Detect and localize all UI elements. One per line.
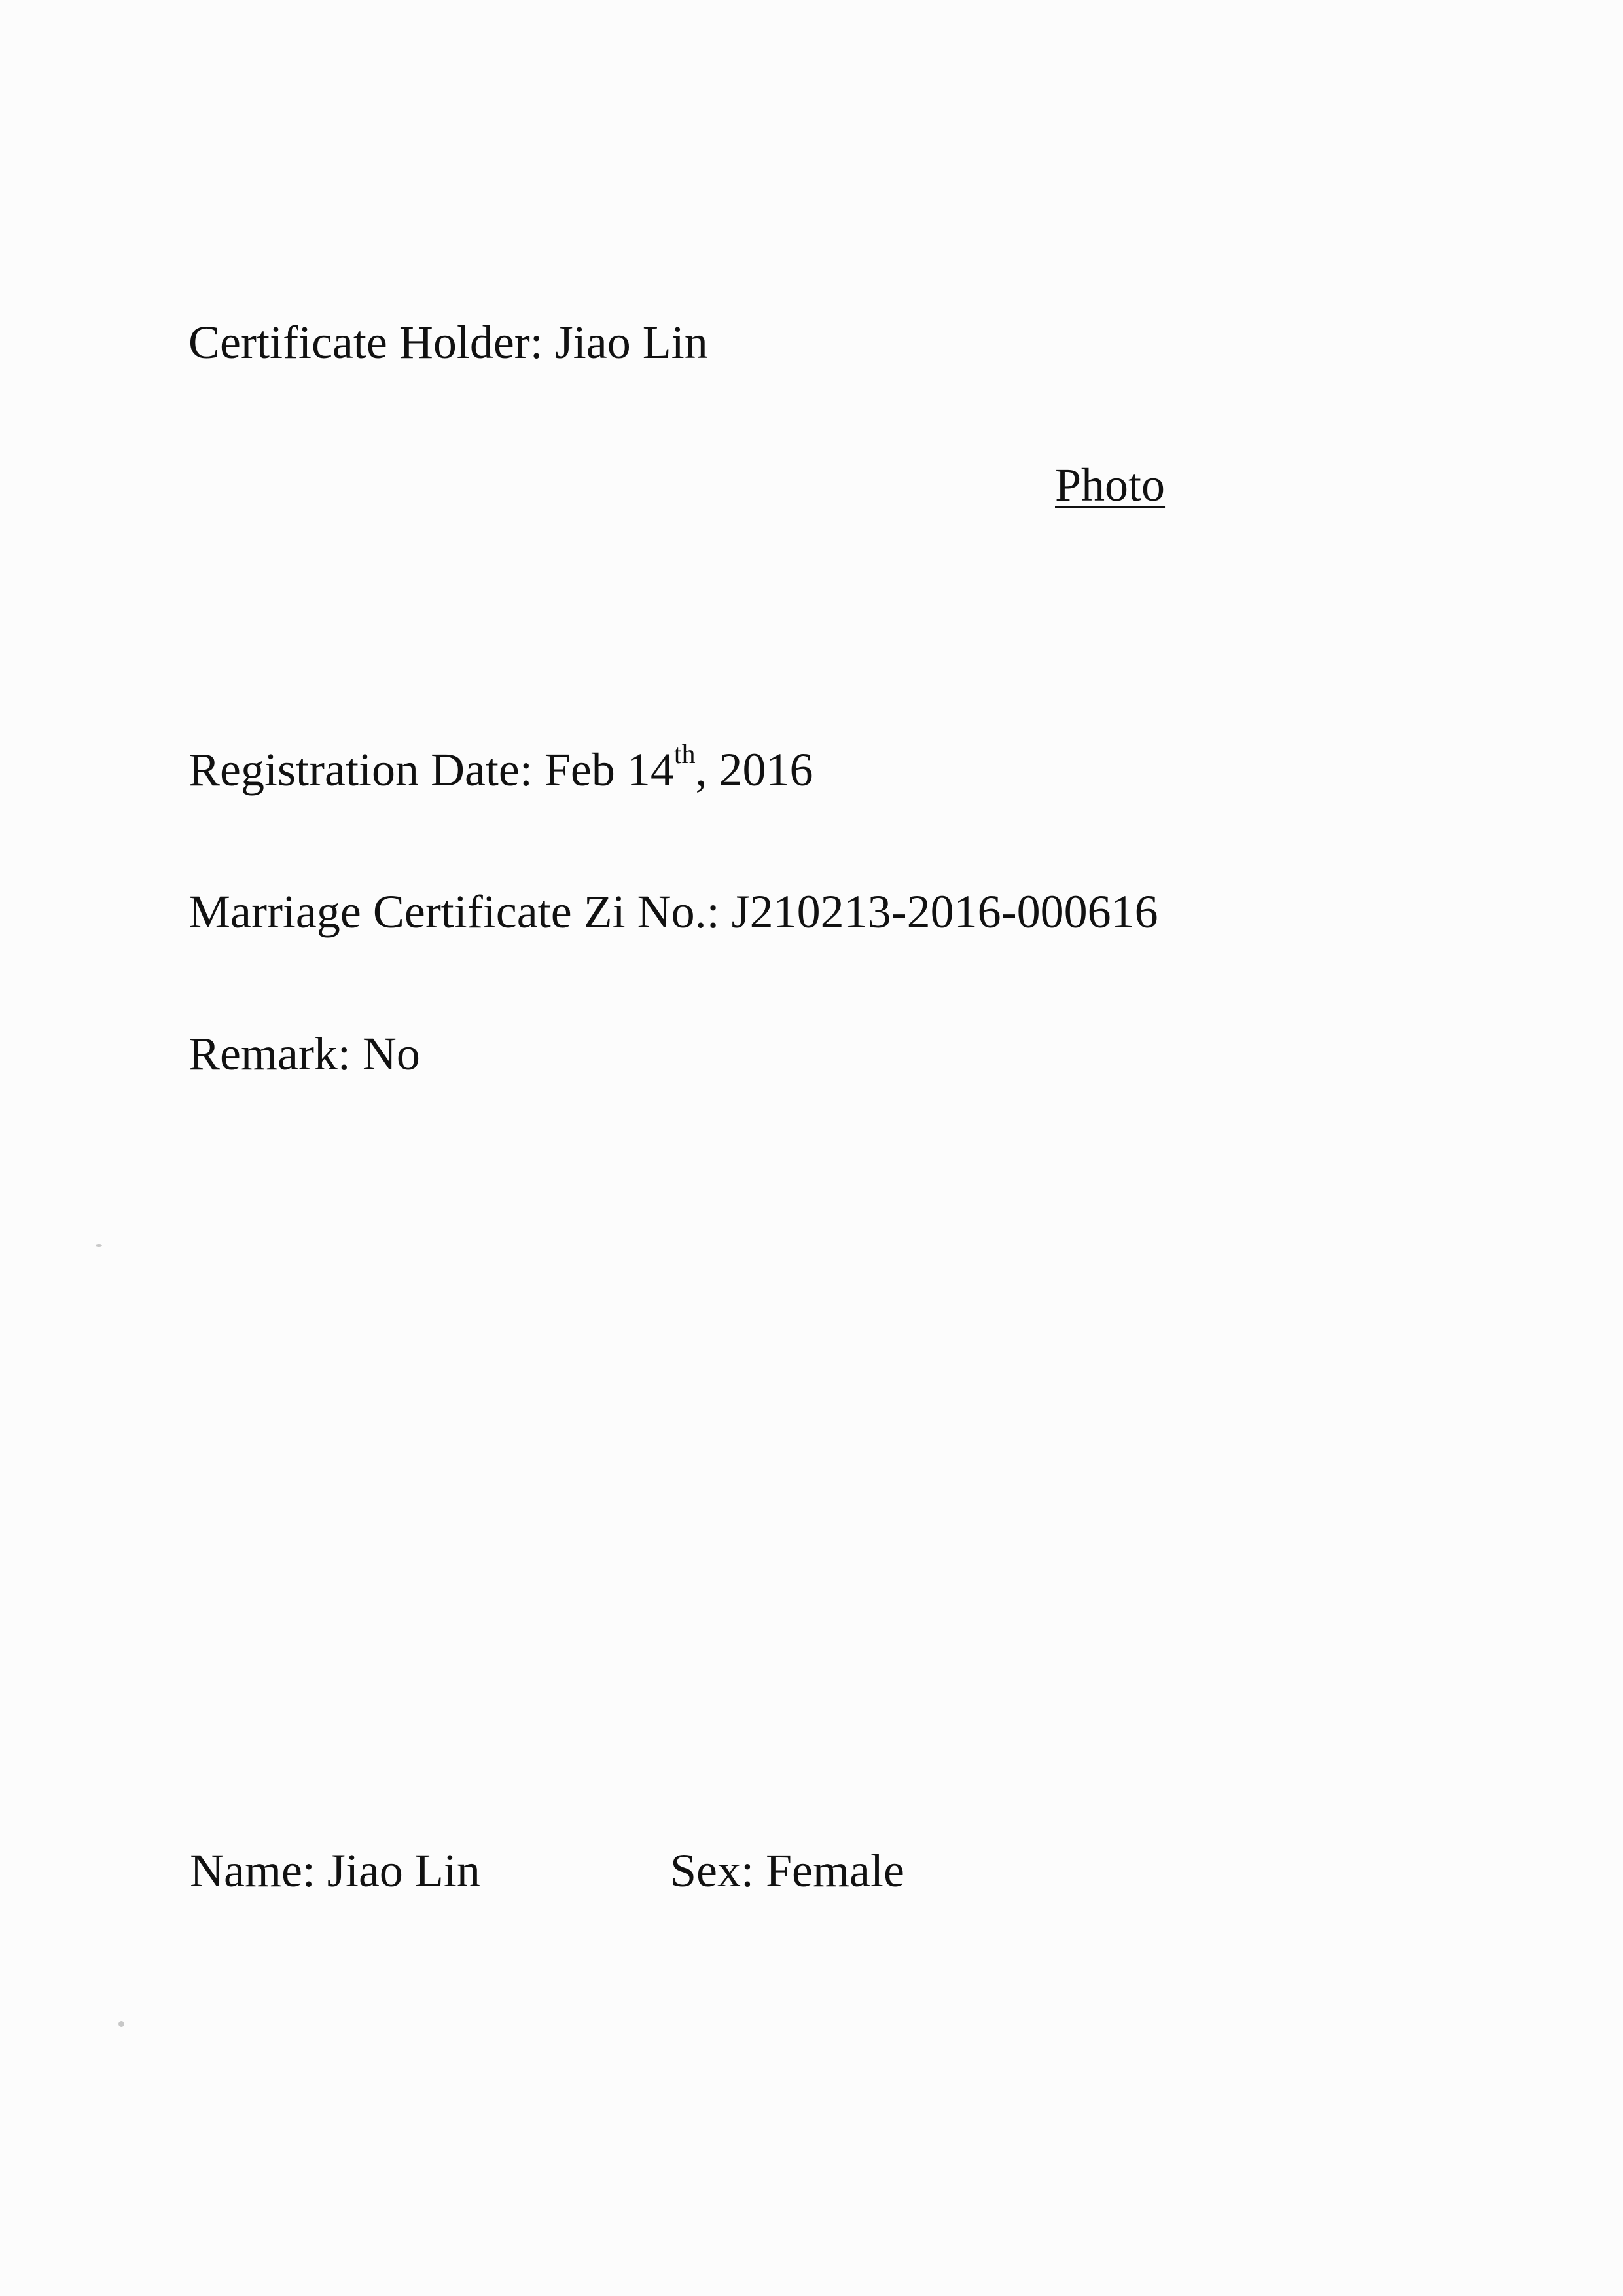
- scan-speck: [96, 1244, 102, 1247]
- certificate-holder-label: Certificate Holder:: [188, 316, 543, 368]
- certificate-number-line: [188, 886, 1158, 938]
- name-value: Jiao Lin: [327, 1844, 480, 1897]
- registration-date-ordinal: th: [673, 740, 696, 770]
- photo-label: Photo: [1055, 459, 1166, 511]
- scan-speck: [118, 2021, 124, 2027]
- name-line: [190, 1844, 480, 1897]
- certificate-number-label: Marriage Certificate Zi No.:: [188, 886, 720, 938]
- sex-label: Sex:: [670, 1844, 755, 1897]
- remark-line: [188, 1028, 420, 1080]
- registration-date-line: [188, 740, 813, 796]
- registration-date-day: Feb 14: [544, 744, 674, 796]
- certificate-holder-line: [188, 316, 708, 368]
- remark-label: Remark:: [188, 1028, 351, 1080]
- registration-date-year: , 2016: [695, 744, 813, 796]
- registration-date-value: [544, 740, 813, 796]
- remark-value: No: [362, 1028, 420, 1080]
- registration-date-label: Registration Date:: [188, 744, 533, 796]
- sex-line: [670, 1844, 904, 1897]
- sex-value: Female: [766, 1844, 904, 1897]
- certificate-holder-value: Jiao Lin: [554, 316, 708, 368]
- name-label: Name:: [190, 1844, 315, 1897]
- certificate-number-value: J210213-2016-000616: [731, 886, 1158, 938]
